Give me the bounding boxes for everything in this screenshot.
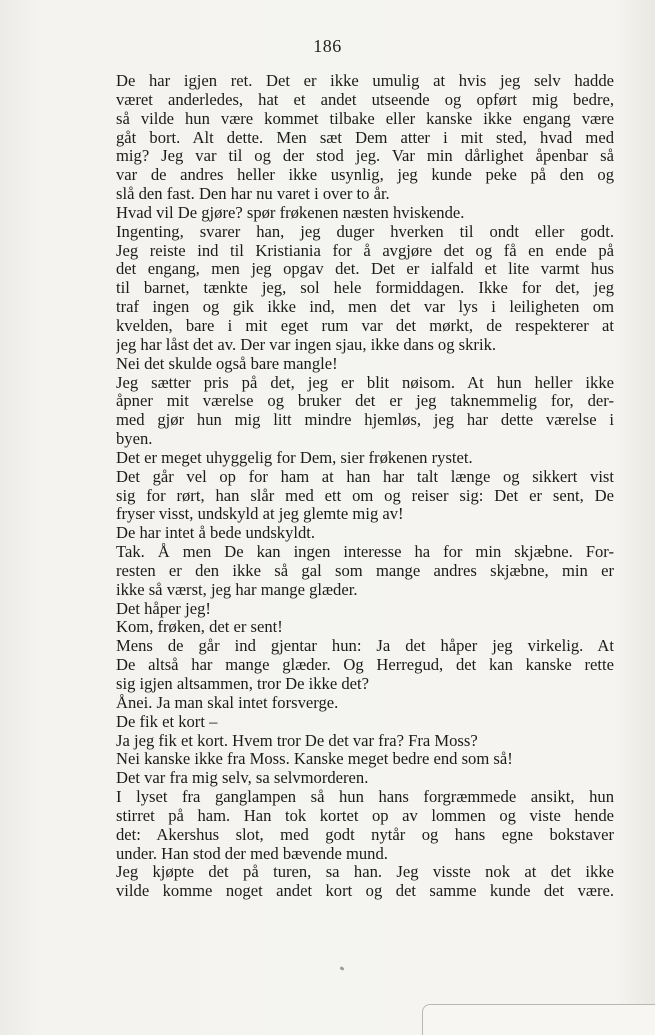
text-line: Ingenting, svarer han, jeg duger hverken til ondt eller godt. [116, 222, 614, 241]
text-line: kvelden, bare i mit eget rum var det mørkt, de respekterer at [116, 316, 614, 335]
text-line: med gjør hun mig litt mindre hjemløs, jeg har dette værelse i [116, 411, 614, 430]
text-line: det engang, men jeg opgav det. Det er ialfald et lite varmt hus [116, 260, 614, 279]
text-line: vilde komme noget andet kort og det samme kunde det være. [116, 882, 614, 901]
text-line: var de andres heller ikke usynlig, jeg kunde peke på den og [116, 166, 614, 185]
text-line: stirret på ham. Han tok kortet op av lommen og viste hende [116, 806, 614, 825]
text-line: Jeg kjøpte det på turen, sa han. Jeg visste nok at det ikke [116, 863, 614, 882]
text-line: resten er den ikke så gal som mange andres skjæbne, min er [116, 561, 614, 580]
text-line: Nei det skulde også bare mangle! [116, 354, 338, 373]
text-line: ikke så værst, jeg har mange glæder. [116, 580, 358, 599]
text-line: åpner mit værelse og bruker det er jeg taknemmelig for, der- [116, 392, 614, 411]
text-line: Jeg sætter pris på det, jeg er blit nøisom. At hun heller ikke [116, 373, 614, 392]
text-line: så vilde hun være kommet tilbake eller kanske ikke engang være [116, 109, 614, 128]
text-line: I lyset fra ganglampen så hun hans forgræmmede ansikt, hun [116, 788, 614, 807]
text-line: De altså har mange glæder. Og Herregud, det kan kanske rette [116, 656, 614, 675]
text-line: Hvad vil De gjøre? spør frøkenen næsten hviskende. [116, 203, 465, 222]
page-number: 186 [313, 36, 342, 56]
text-line: mig? Jeg var til og der stod jeg. Var min dårlighet åpenbar så [116, 147, 614, 166]
text-line: Nei kanske ikke fra Moss. Kanske meget bedre end som så! [116, 750, 513, 769]
text-line: Det var fra mig selv, sa selvmorderen. [116, 769, 369, 788]
text-line: De har intet å bede undskyldt. [116, 524, 316, 543]
text-line: Jeg reiste ind til Kristiania for å avgjøre det og få en ende på [116, 241, 614, 260]
text-line: Det er meget uhyggelig for Dem, sier frøkenen rystet. [116, 448, 473, 467]
text-line: fryser visst, undskyld at jeg glemte mig av! [116, 505, 404, 524]
text-line: gåt bort. Alt dette. Men sæt Dem atter i mit sted, hvad med [116, 128, 614, 147]
text-line: Det går vel op for ham at han har talt længe og sikkert vist [116, 467, 614, 486]
text-line: jeg har låst det av. Der var ingen sjau, ikke dans og skrik. [116, 335, 497, 354]
text-line: Mens de går ind gjentar hun: Ja det håper jeg virkelig. At [116, 637, 614, 656]
page-body-text [116, 72, 614, 901]
text-line: sig igjen altsammen, tror De ikke det? [116, 675, 369, 693]
text-line: under. Han stod der med bævende mund. [116, 844, 388, 863]
text-line: været anderledes, hat et andet utseende og opført mig bedre, [116, 90, 614, 109]
text-line: sig for rørt, han slår med ett om og reiser sig: Det er sent, De [116, 486, 614, 505]
text-line: De har igjen ret. Det er ikke umulig at hvis jeg selv hadde [116, 72, 614, 90]
text-line: byen. [116, 430, 153, 449]
text-line: traf ingen og gik ikke ind, men det var lys i leiligheten om [116, 298, 614, 317]
text-line: Kom, frøken, det er sent! [116, 618, 283, 637]
text-line: Ånei. Ja man skal intet forsverge. [116, 693, 339, 712]
text-line: Ja jeg fik et kort. Hvem tror De det var fra? Fra Moss? [116, 731, 478, 750]
text-line: Tak. Å men De kan ingen interesse ha for min skjæbne. For- [116, 543, 614, 562]
text-line: De fik et kort – [116, 712, 218, 731]
paper-speck [340, 966, 345, 971]
text-line: Det håper jeg! [116, 599, 211, 618]
text-line: slå den fast. Den har nu varet i over to år. [116, 185, 390, 204]
text-line: til barnet, tænkte jeg, sol hele formiddagen. Ikke for det, jeg [116, 279, 614, 298]
text-line: det: Akershus slot, med godt nytår og hans egne bokstaver [116, 825, 614, 844]
page-corner-tab [422, 1004, 655, 1035]
